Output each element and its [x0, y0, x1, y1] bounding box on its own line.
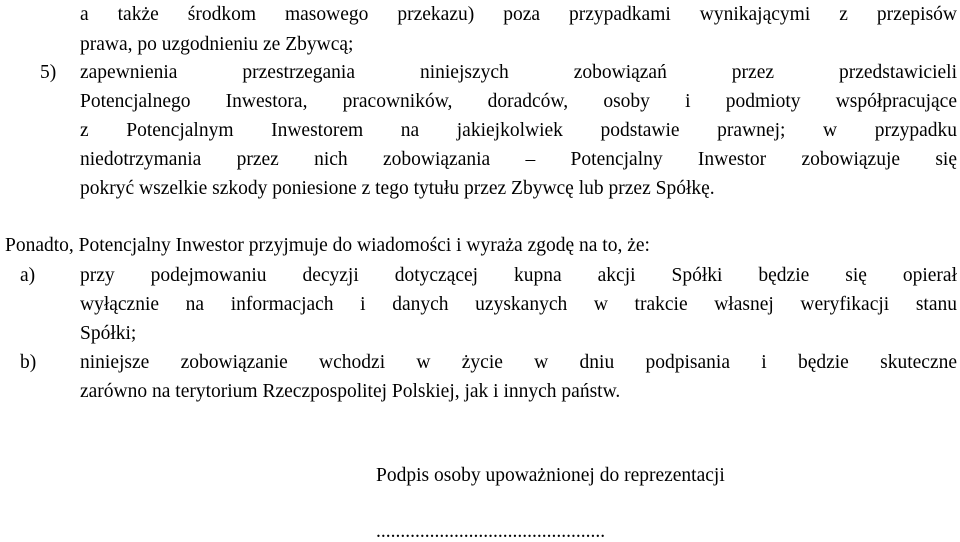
signature-dots: ...............................................: [376, 521, 606, 542]
continuation-line-2: prawa, po uzgodnieniu ze Zbywcą;: [80, 34, 354, 55]
item-a-line-2: wyłącznie na informacjach i danych uzyskanych w trakcie własnej weryfikacji stanu: [80, 294, 957, 315]
intro-paragraph: Ponadto, Potencjalny Inwestor przyjmuje do wiadomości i wyraża zgodę na to, że:: [5, 235, 650, 256]
continuation-line-1: a także środkom masowego przekazu) poza przypadkami wynikającymi z przepisów: [80, 4, 957, 25]
item-b-line-1: niniejsze zobowiązanie wchodzi w życie w dniu podpisania i będzie skuteczne: [80, 352, 957, 373]
item-b-line-2: zarówno na terytorium Rzeczpospolitej Polskiej, jak i innych państw.: [80, 381, 621, 402]
item-a-line-3: Spółki;: [80, 323, 137, 344]
item-5-line-5: pokryć wszelkie szkody poniesione z tego tytułu przez Zbywcę lub przez Spółkę.: [80, 178, 715, 199]
item-a-number: a): [20, 265, 36, 286]
item-5-line-3: z Potencjalnym Inwestorem na jakiejkolwiek podstawie prawnej; w przypadku: [80, 120, 957, 141]
item-5-line-2: Potencjalnego Inwestora, pracowników, doradców, osoby i podmioty współpracujące: [80, 91, 957, 112]
item-5-number: 5): [40, 62, 57, 83]
item-b-number: b): [20, 352, 37, 373]
signature-label: Podpis osoby upoważnionej do reprezentacji: [376, 465, 725, 486]
item-5-line-1: zapewnienia przestrzegania niniejszych zobowiązań przez przedstawicieli: [80, 62, 957, 83]
item-a-line-1: przy podejmowaniu decyzji dotyczącej kupna akcji Spółki będzie się opierał: [80, 265, 957, 286]
item-5-line-4: niedotrzymania przez nich zobowiązania – Potencjalny Inwestor zobowiązuje się: [80, 149, 957, 170]
